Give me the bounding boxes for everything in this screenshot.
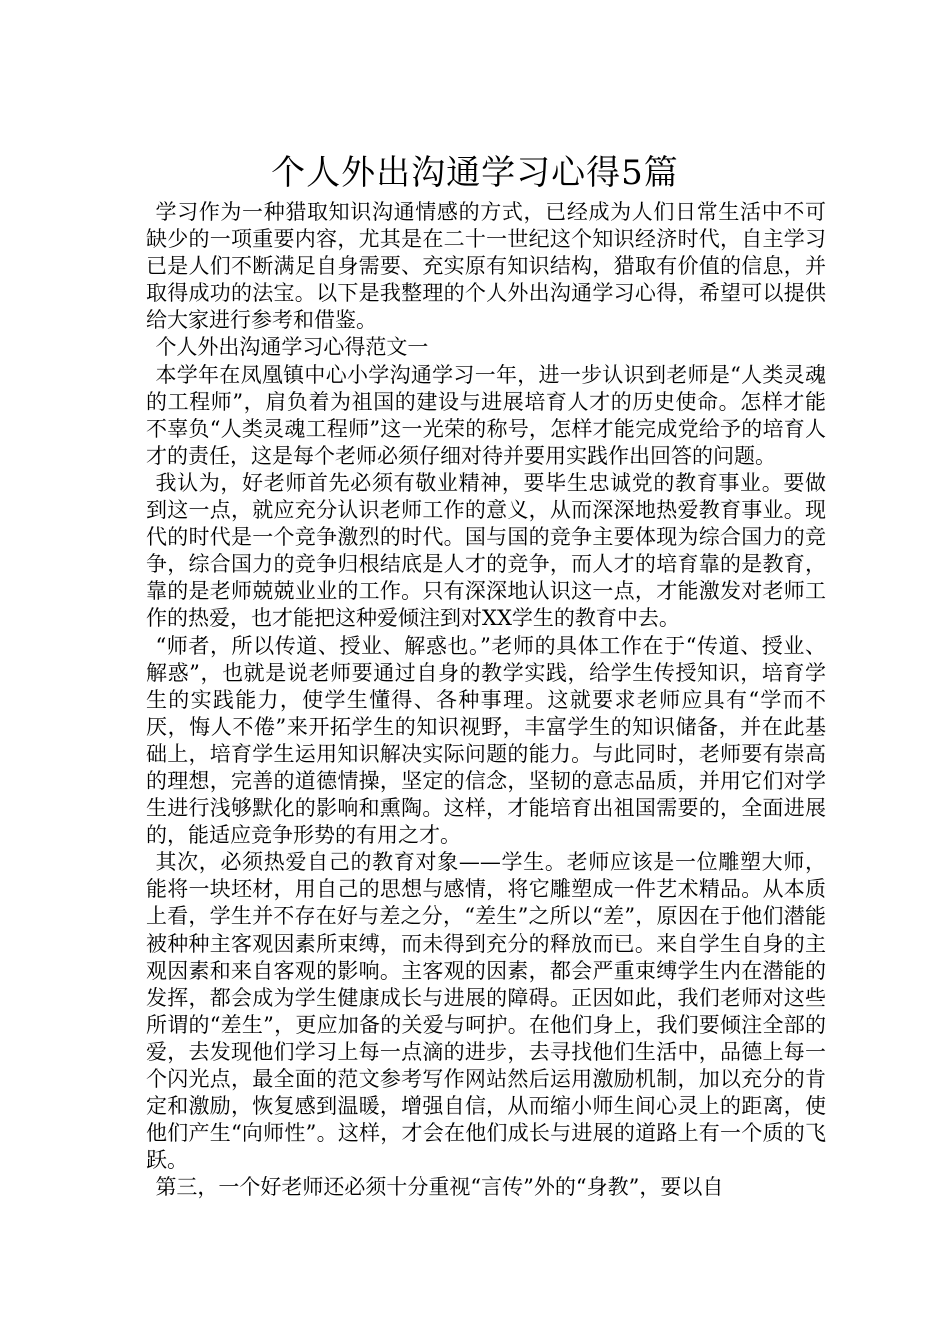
paragraph: 本学年在凤凰镇中心小学沟通学习一年，进一步认识到老师是“人类灵魂的工程师”，肩负着为祖国的建设与进展培育人才的历史使命。怎样才能不辜负“人类灵魂工程师”这一光荣的称号，怎样才能完成党给予的培育人才的责任，这是每个老师必须仔细对待并要用实践作出回答的问题。 [146,362,826,468]
paragraph: “师者，所以传道、授业、解惑也。”老师的具体工作在于“传道、授业、解惑”，也就是说老师要通过自身的教学实践，给学生传授知识，培育学生的实践能力，使学生懂得、各种事理。这就要求老师应具有“学而不厌，悔人不倦”来开拓学生的知识视野，丰富学生的知识储备，并在此基础上，培育学生运用知识解决实际问题的能力。与此同时，老师要有崇高的理想，完善的道德情操，坚定的信念，坚韧的意志品质，并用它们对学生进行浅够默化的影响和熏陶。这样，才能培育出祖国需要的，全面进展的，能适应竞争形势的有用之才。 [146,633,826,848]
section-heading: 个人外出沟通学习心得范文一 [155,335,429,360]
paragraph-intro: 学习作为一种猎取知识沟通情感的方式，已经成为人们日常生活中不可缺少的一项重要内容，尤其是在二十一世纪这个知识经济时代，自主学习已是人们不断满足自身需要、充实原有知识结构，猎取有价值的信息，并取得成功的法宝。以下是我整理的个人外出沟通学习心得，希望可以提供给大家进行参考和借鉴。 [146,200,826,333]
paragraph: 其次，必须热爱自己的教育对象——学生。老师应该是一位雕塑大师，能将一块坯材，用自己的思想与感情，将它雕塑成一件艺术精品。从本质上看，学生并不存在好与差之分，“差生”之所以“差”，原因在于他们潜能被种种主客观因素所束缚，而未得到充分的释放而已。来自学生自身的主观因素和来自客观的影响。主客观的因素，都会严重束缚学生内在潜能的发挥，都会成为学生健康成长与进展的障碍。正因如此，我们老师对这些所谓的“差生”，更应加备的关爱与呵护。在他们身上，我们要倾注全部的爱，去发现他们学习上每一点滴的进步，去寻找他们生活中，品德上每一个闪光点，最全面的范文参考写作网站然后运用激励机制，加以充分的肯定和激励，恢复感到温暖，增强自信，从而缩小师生间心灵上的距离，使他们产生“向师性”。这样，才会在他们成长与进展的道路上有一个质的飞跃。 [146,850,826,1173]
document-title: 个人外出沟通学习心得5篇 [271,152,679,193]
document-body [146,199,826,1201]
paragraph-truncated: 第三，一个好老师还必须十分重视“言传”外的“身教”，要以自 [155,1175,724,1200]
paragraph: 我认为，好老师首先必须有敬业精神，要毕生忠诚党的教育事业。要做到这一点，就应充分认识老师工作的意义，从而深深地热爱教育事业。现代的时代是一个竞争激烈的时代。国与国的竞争主要体现为综合国力的竞争，综合国力的竞争归根结底是人才的竞争，而人才的培育靠的是教育，靠的是老师兢兢业业的工作。只有深深地认识这一点，才能激发对老师工作的热爱，也才能把这种爱倾注到对XX学生的教育中去。 [146,470,826,631]
